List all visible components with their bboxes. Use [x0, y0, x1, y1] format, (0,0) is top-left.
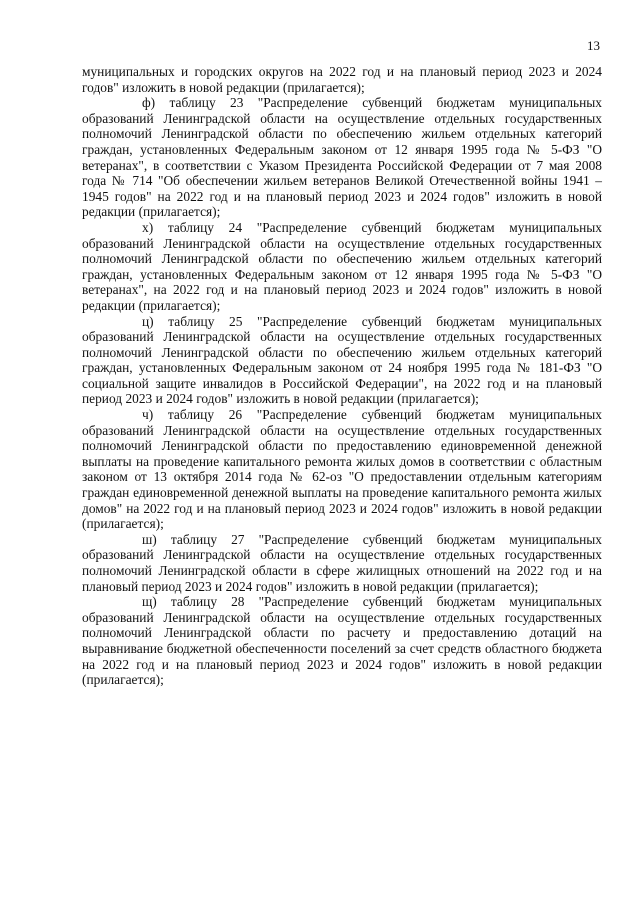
document-body: [82, 64, 602, 688]
paragraph-continuation: муниципальных и городских округов на 2022 год и на плановый период 2023 и 2024 годов" изложить в новой редакции (прилагается);: [82, 64, 602, 95]
paragraph-item-shch: щ) таблицу 28 "Распределение субвенций бюджетам муниципальных образований Ленинградской области на осуществление отдельных государственных полномочий Ленинградской области по расчету и предоставлению дотаций на выравнивание бюджетной обеспеченности поселений за счет средств областного бюджета на 2022 год и на плановый период 2023 и 2024 годов" изложить в новой редакции (прилагается);: [82, 594, 602, 688]
page-number: 13: [587, 38, 600, 53]
paragraph-item-f: ф) таблицу 23 "Распределение субвенций бюджетам муниципальных образований Ленинградской области на осуществление отдельных государственных полномочий Ленинградской области по обеспечению жильем отдельных категорий граждан, установленных Федеральным законом от 12 января 1995 года № 5-ФЗ "О ветеранах", в соответствии с Указом Президента Российской Федерации от 7 мая 2008 года № 714 "Об обеспечении жильем ветеранов Великой Отечественной войны 1941 – 1945 годов" на 2022 год и на плановый период 2023 и 2024 годов" изложить в новой редакции (прилагается);: [82, 95, 602, 220]
paragraph-item-kh: х) таблицу 24 "Распределение субвенций бюджетам муниципальных образований Ленинградской области на осуществление отдельных государственных полномочий Ленинградской области по обеспечению жильем отдельных категорий граждан, установленных Федеральным законом от 12 января 1995 года № 5-ФЗ "О ветеранах", на 2022 год и на плановый период 2023 и 2024 годов" изложить в новой редакции (прилагается);: [82, 219, 602, 313]
paragraph-item-ts: ц) таблицу 25 "Распределение субвенций бюджетам муниципальных образований Ленинградской области на осуществление отдельных государственных полномочий Ленинградской области по обеспечению жильем отдельных категорий граждан, установленных Федеральным законом от 24 ноября 1995 года № 181-ФЗ "О социальной защите инвалидов в Российской Федерации", на 2022 год и на плановый период 2023 и 2024 годов" изложить в новой редакции (прилагается);: [82, 313, 602, 407]
paragraph-item-sh: ш) таблицу 27 "Распределение субвенций бюджетам муниципальных образований Ленинградской области на осуществление отдельных государственных полномочий Ленинградской области в сфере жилищных отношений на 2022 год и на плановый период 2023 и 2024 годов" изложить в новой редакции (прилагается);: [82, 531, 602, 594]
paragraph-item-ch: ч) таблицу 26 "Распределение субвенций бюджетам муниципальных образований Ленинградской области на осуществление отдельных государственных полномочий Ленинградской области по предоставлению единовременной денежной выплаты на проведение капитального ремонта жилых домов в соответствии с областным законом от 13 октября 2014 года № 62-оз "О предоставлении отдельным категориям граждан единовременной денежной выплаты на проведение капитального ремонта жилых домов" на 2022 год и на плановый период 2023 и 2024 годов" изложить в новой редакции (прилагается);: [82, 407, 602, 532]
